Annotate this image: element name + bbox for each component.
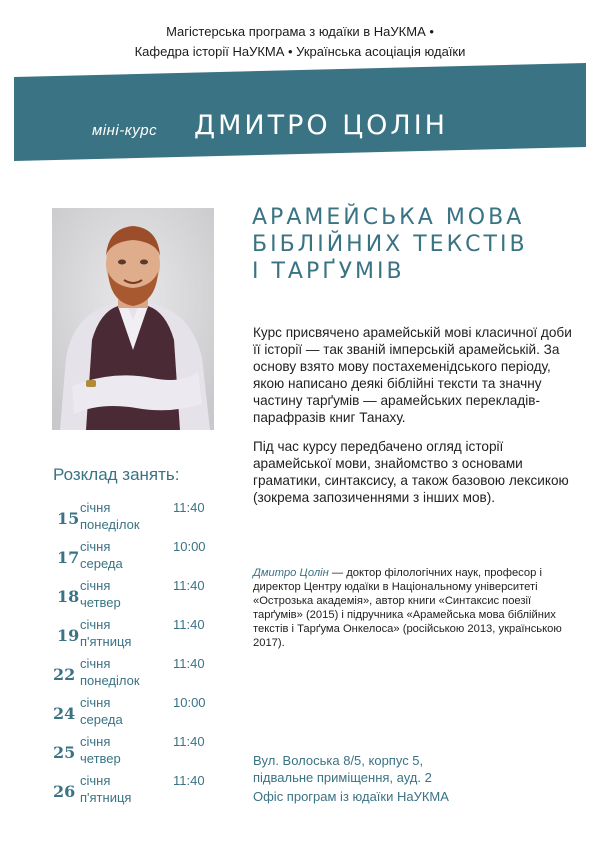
schedule-day: 26 (53, 782, 76, 801)
schedule-weekday: п'ятниця (80, 790, 132, 805)
organizers-line-1: Магістерська програма з юдаїки в НаУКМА • (166, 24, 434, 39)
schedule-day: 18 (57, 587, 80, 606)
schedule-list (53, 499, 233, 811)
schedule-weekday: середа (80, 712, 123, 727)
schedule-row (53, 499, 233, 538)
mini-course-label: міні-курс (92, 122, 158, 139)
schedule-weekday: четвер (80, 751, 121, 766)
schedule-time: 10:00 (173, 539, 206, 554)
schedule-time: 11:40 (173, 578, 205, 593)
schedule-month: січня (80, 539, 111, 554)
schedule-month: січня (80, 578, 111, 593)
address-line-2: підвальне приміщення, ауд. 2 (253, 770, 432, 785)
schedule-row (53, 772, 233, 811)
schedule-row (53, 655, 233, 694)
schedule-month: січня (80, 656, 111, 671)
schedule-day: 19 (57, 626, 80, 645)
schedule-row (53, 694, 233, 733)
course-title-line-2: БІБЛІЙНИХ ТЕКСТІВ (252, 232, 528, 257)
schedule-day: 24 (53, 704, 76, 723)
schedule-time: 11:40 (173, 734, 205, 749)
schedule-day: 25 (53, 743, 76, 762)
schedule-month: січня (80, 734, 111, 749)
address-line-1: Вул. Волоська 8/5, корпус 5, (253, 753, 424, 768)
schedule-day: 15 (57, 509, 80, 528)
course-title (252, 204, 582, 285)
schedule-day: 22 (53, 665, 76, 684)
schedule-month: січня (80, 500, 111, 515)
banner-content (92, 110, 572, 150)
course-title-line-1: АРАМЕЙСЬКА МОВА (252, 205, 525, 230)
bio-text: — доктор філологічних наук, професор і директор Центру юдаїки в Національному університеті «Острозька академія», автор книги «Синтаксис поезії тарґумів» (2015) і підручника «Арамейська мова біблійних текстів і Тарґума Онкелоса» (російською 2013, українською 2017). (253, 567, 562, 649)
schedule-weekday: понеділок (80, 673, 140, 688)
schedule-row (53, 616, 233, 655)
course-description (253, 324, 583, 518)
schedule-title: Розклад занять: (53, 465, 180, 484)
schedule-weekday: середа (80, 556, 123, 571)
schedule-weekday: п'ятниця (80, 634, 132, 649)
office-name: Офіс програм із юдаїки НаУКМА (253, 789, 449, 804)
description-paragraph-1: Курс присвячено арамейській мові класичної доби її історії — так званій імперській арамейській. За основу взято мову постахеменідського періоду, якою написано деякі біблійні тексти та значну частину тарґумів — арамейських перекладів-парафразів книг Танаху. (253, 325, 572, 425)
schedule-weekday: четвер (80, 595, 121, 610)
organizers (0, 22, 600, 62)
schedule-time: 11:40 (173, 617, 205, 632)
schedule-time: 11:40 (173, 500, 205, 515)
description-paragraph-2: Під час курсу передбачено огляд історії арамейської мови, знайомство з основами граматики, синтаксису, а також базовою лексикою (зокрема запозиченнями з інших мов). (253, 439, 569, 505)
schedule-month: січня (80, 617, 111, 632)
lecturer-name: ДМИТРО ЦОЛІН (194, 110, 448, 141)
schedule-time: 11:40 (173, 656, 205, 671)
organizers-line-2: Кафедра історії НаУКМА • Українська асоціація юдаїки (134, 44, 466, 59)
schedule-weekday: понеділок (80, 517, 140, 532)
lecturer-bio (253, 566, 573, 650)
schedule-month: січня (80, 695, 111, 710)
venue-address (253, 752, 573, 805)
schedule-time: 10:00 (173, 695, 206, 710)
course-title-line-3: І ТАРҐУМІВ (252, 259, 405, 284)
schedule-row (53, 577, 233, 616)
schedule-month: січня (80, 773, 111, 788)
lecturer-photo (52, 208, 214, 430)
schedule-row (53, 733, 233, 772)
schedule-row (53, 538, 233, 577)
bio-name: Дмитро Цолін (253, 567, 329, 579)
schedule-time: 11:40 (173, 773, 205, 788)
schedule-day: 17 (57, 548, 80, 567)
